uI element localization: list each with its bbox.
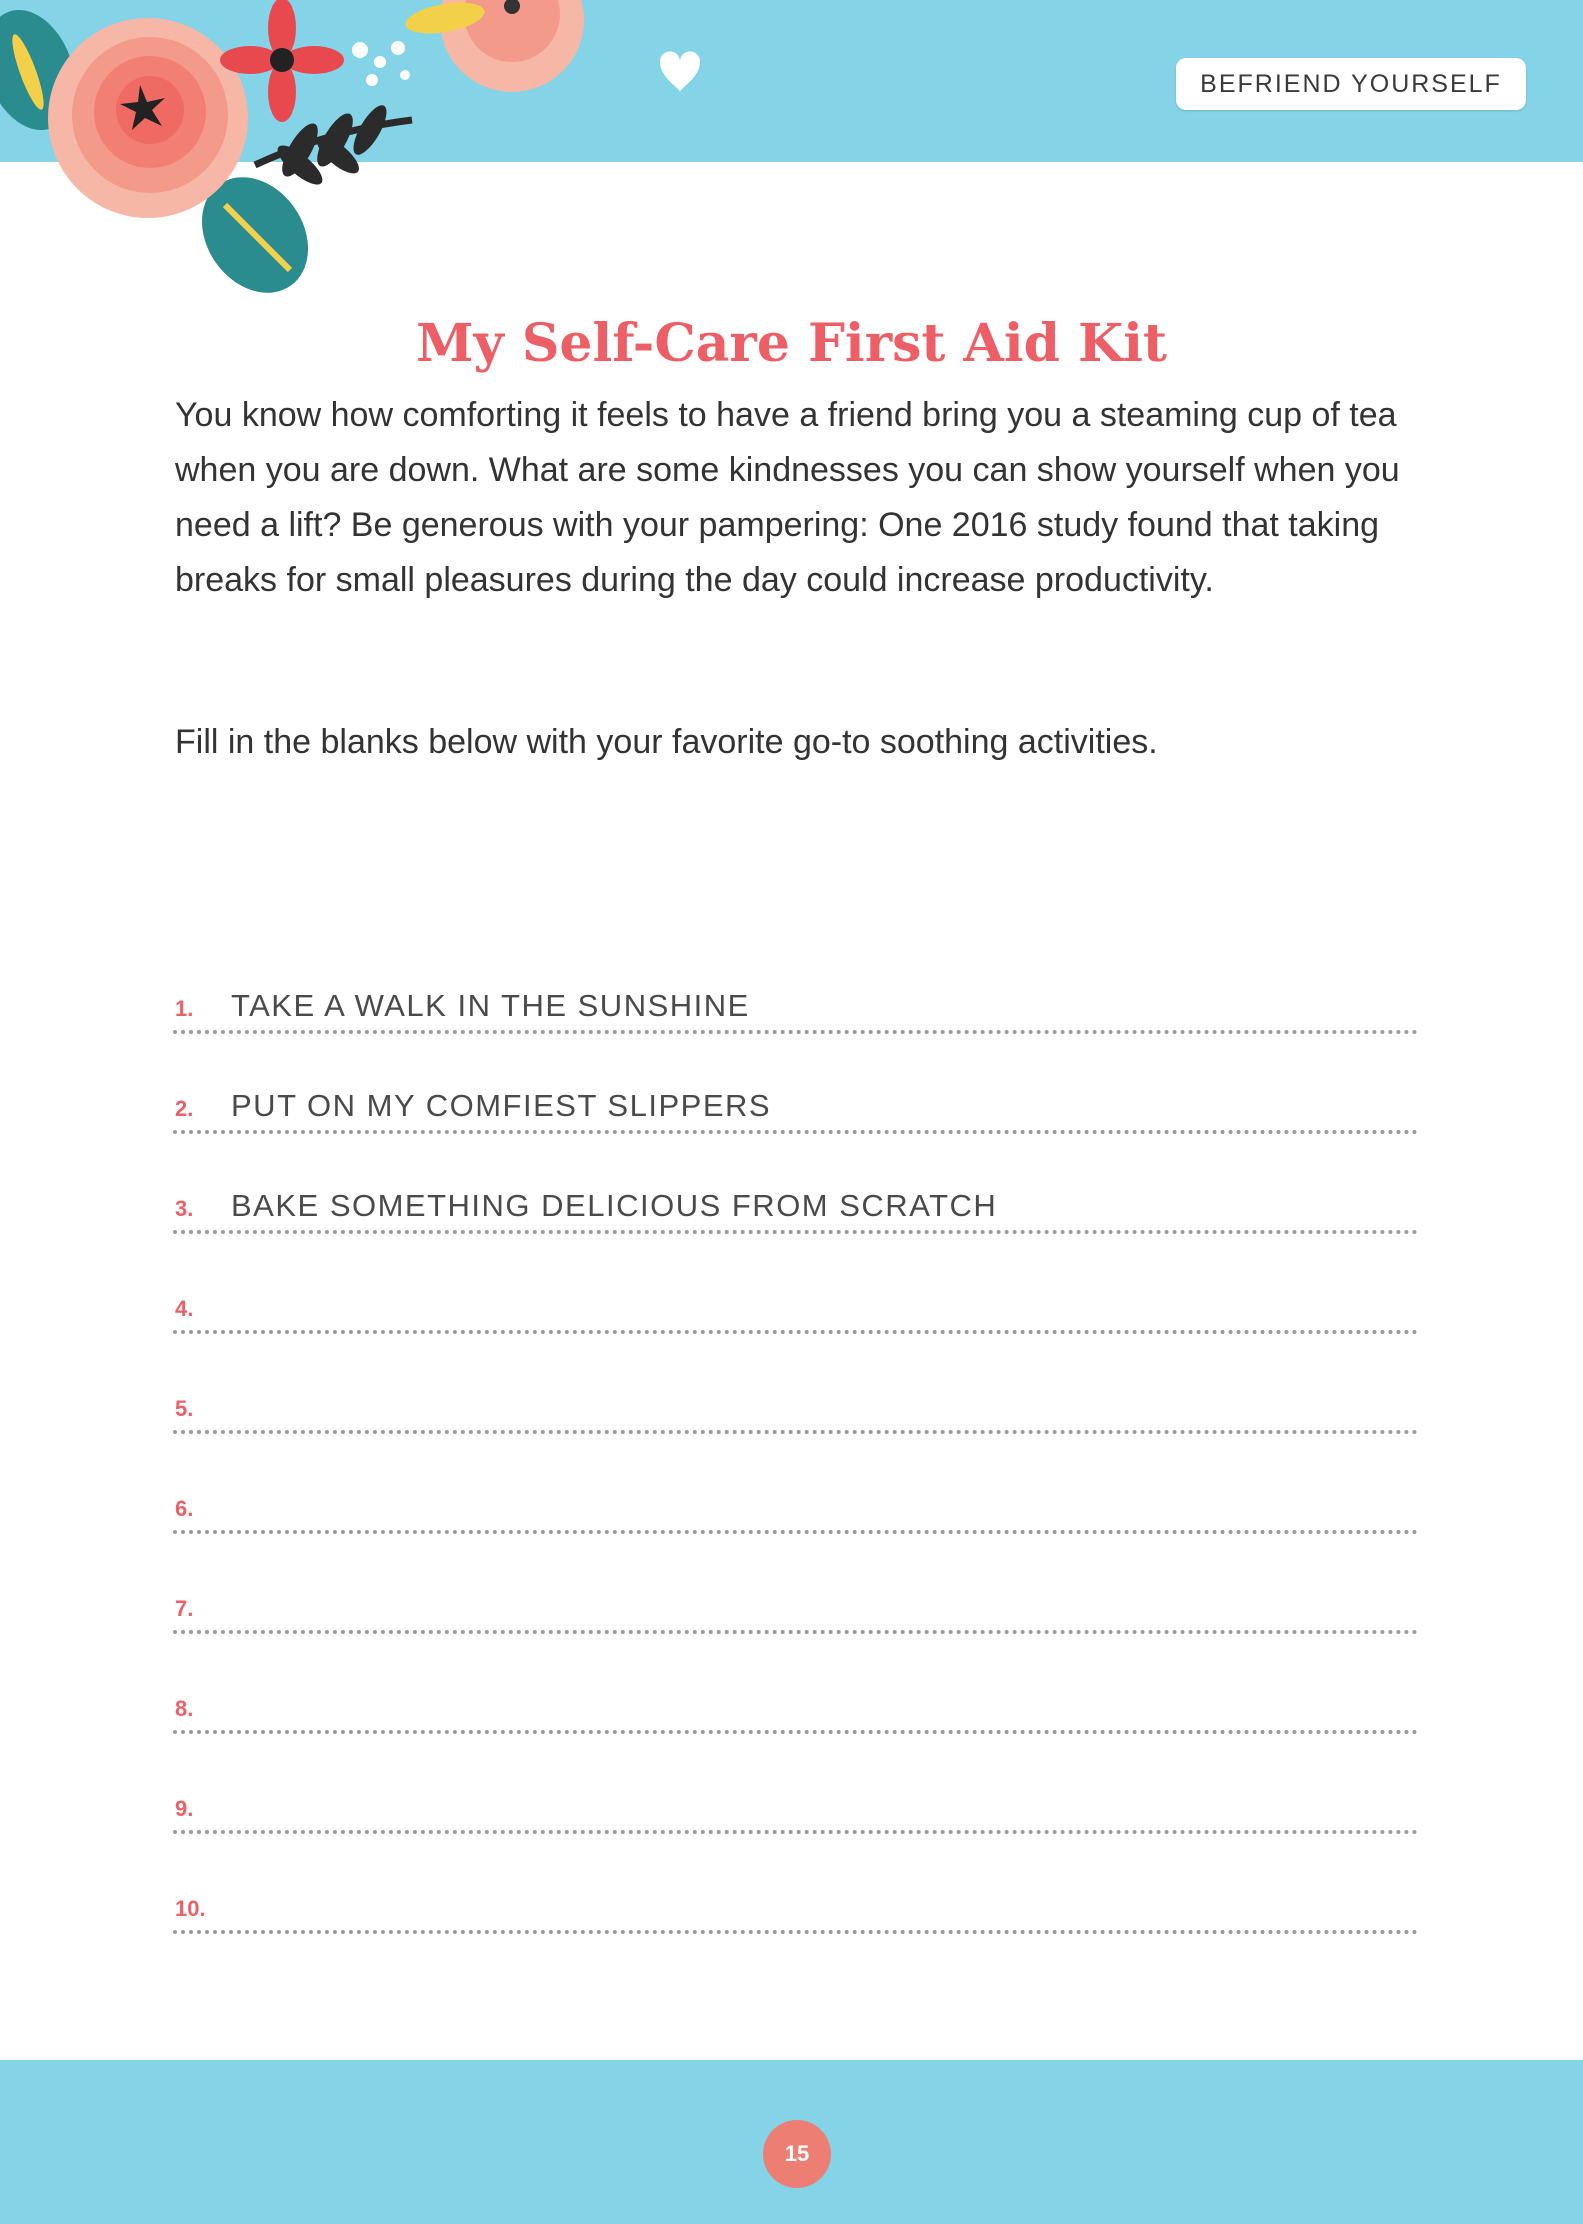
- list-item[interactable]: [173, 1860, 1418, 1934]
- item-entry: TAKE A WALK IN THE SUNSHINE: [231, 988, 750, 1023]
- item-number: 3.: [175, 1196, 194, 1221]
- item-number: 1.: [175, 996, 194, 1021]
- item-number: 5.: [175, 1396, 194, 1421]
- page-title: My Self-Care First Aid Kit: [415, 312, 1168, 374]
- list-item[interactable]: [173, 1160, 1418, 1234]
- item-number: 8.: [175, 1696, 194, 1721]
- item-number: 4.: [175, 1296, 194, 1321]
- list-item[interactable]: [173, 1360, 1418, 1434]
- item-entry: BAKE SOMETHING DELICIOUS FROM SCRATCH: [231, 1188, 998, 1223]
- item-number: 10.: [175, 1896, 206, 1921]
- list-item[interactable]: [173, 1460, 1418, 1534]
- item-entry: PUT ON MY COMFIEST SLIPPERS: [231, 1088, 772, 1123]
- section-tag: BEFRIEND YOURSELF: [1176, 58, 1526, 110]
- item-number: 2.: [175, 1096, 194, 1121]
- item-number: 9.: [175, 1796, 194, 1821]
- page-number-badge: 15: [763, 2120, 831, 2188]
- instruction-text: Fill in the blanks below with your favorite go-to soothing activities.: [175, 723, 1158, 761]
- list-item[interactable]: [173, 960, 1418, 1034]
- item-number: 6.: [175, 1496, 194, 1521]
- list-item[interactable]: [173, 1260, 1418, 1334]
- list-item[interactable]: [173, 1060, 1418, 1134]
- intro-paragraph: You know how comforting it feels to have a friend bring you a steaming cup of tea when you are down. What are some kindnesses you can show yourself when you need a lift? Be generous with your pampering: One 2016 study found that taking breaks for small pleasures during the day could increase productivity.: [175, 396, 1400, 599]
- item-number: 7.: [175, 1596, 194, 1621]
- list-item[interactable]: [173, 1760, 1418, 1834]
- floral-decoration: [0, 0, 720, 320]
- list-item[interactable]: [173, 1660, 1418, 1734]
- list-item[interactable]: [173, 1560, 1418, 1634]
